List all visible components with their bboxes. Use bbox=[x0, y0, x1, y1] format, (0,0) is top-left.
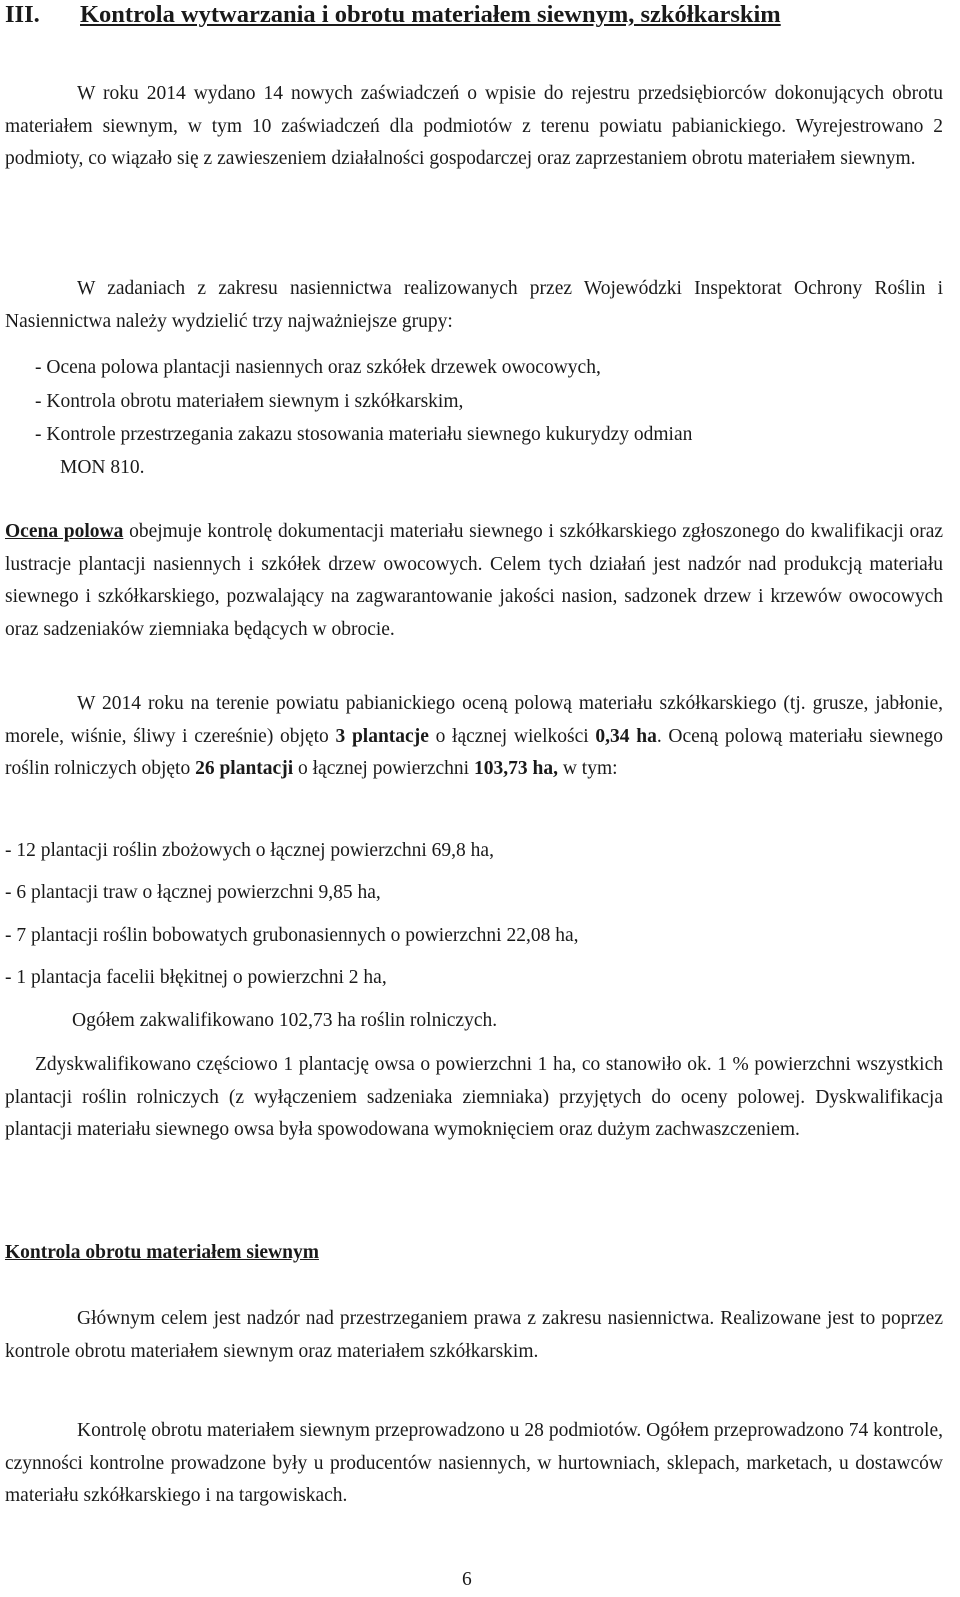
page-number: 6 bbox=[462, 1569, 472, 1590]
paragraph-trade-goal: Głównym celem jest nadzór nad przestrzeganiem prawa z zakresu nasiennictwa. Realizowane jest to poprzez kontrole obrotu materiałem siewnym oraz materiałem szkółkarskim. bbox=[5, 1308, 943, 1362]
stats-text-3: . Oceną polową materiału siewnego roślin rolniczych objęto bbox=[5, 725, 944, 779]
list-item-field-assessment: - Ocena polowa plantacji nasiennych oraz szkółek drzewek owocowych, bbox=[35, 357, 601, 378]
section-title-text: Kontrola wytwarzania i obrotu materiałem siewnym, szkółkarskim bbox=[80, 1, 781, 28]
stats-text-4: o łącznej powierzchni bbox=[293, 758, 474, 779]
list-item-cereals: - 12 plantacji roślin zbożowych o łącznej powierzchni 69,8 ha, bbox=[5, 840, 494, 861]
paragraph-trade-inspections: Kontrolę obrotu materiałem siewnym przeprowadzono u 28 podmiotów. Ogółem przeprowadzono 74 kontrole, czynności kontrolne prowadzone były u producentów nasiennych, w hurtowniach, sklepach, marketach, u dostawców materiału szkółkarskiego i na targowiskach. bbox=[5, 1420, 943, 1506]
stats-plantation-area: 103,73 ha, bbox=[473, 758, 558, 779]
term-field-assessment: Ocena polowa bbox=[5, 521, 124, 542]
field-assessment-description: obejmuje kontrolę dokumentacji materiału siewnego i szkółkarskiego zgłoszonego do kwalifikacji oraz lustracje plantacji nasiennych i szkółek drzew owocowych. Celem tych działań jest nadzór nad produkcją materiału siewnego i szkółkarskiego, pozwalający na zagwarantowanie jakości nasion, sadzonek drzew i krzewów owocowych oraz sadzeniaków ziemniaka będących w obrocie. bbox=[5, 521, 944, 640]
stats-text-2: o łącznej wielkości bbox=[428, 725, 596, 747]
subheading-trade-control: Kontrola obrotu materiałem siewnym bbox=[5, 1242, 319, 1263]
list-item-mon810-continuation: MON 810. bbox=[60, 457, 145, 478]
stats-text-1: W 2014 roku na terenie powiatu pabianickiego oceną polową materiału szkółkarskiego (tj. grusze, jabłonie, morele, wiśnie, śliwy i czereśnie) objęto bbox=[5, 693, 943, 747]
section-number: III. bbox=[5, 1, 40, 28]
list-item-grasses: - 6 plantacji traw o łącznej powierzchni 9,85 ha, bbox=[5, 882, 381, 903]
list-item-trade-control: - Kontrola obrotu materiałem siewnym i szkółkarskim, bbox=[35, 391, 464, 412]
list-item-phacelia: - 1 plantacja facelii błękitnej o powierzchni 2 ha, bbox=[5, 967, 387, 988]
list-item-mon810-control: - Kontrole przestrzegania zakazu stosowania materiału siewnego kukurydzy odmian bbox=[35, 424, 693, 445]
list-item-legumes: - 7 plantacji roślin bobowatych grubonasiennych o powierzchni 22,08 ha, bbox=[5, 925, 579, 946]
stats-nursery-count: 3 plantacje bbox=[335, 725, 429, 747]
paragraph-2014-stats bbox=[5, 688, 943, 786]
stats-text-5: w tym: bbox=[557, 758, 618, 779]
stats-plantation-count: 26 plantacji bbox=[195, 758, 294, 779]
stats-nursery-area: 0,34 ha bbox=[595, 725, 657, 747]
paragraph-field-assessment bbox=[5, 516, 943, 646]
section-title bbox=[5, 0, 781, 30]
paragraph-tasks-intro: W zadaniach z zakresu nasiennictwa realizowanych przez Wojewódzki Inspektorat Ochrony Roślin i Nasiennictwa należy wydzielić trzy najważniejsze grupy: bbox=[5, 278, 943, 332]
paragraph-registrations: W roku 2014 wydano 14 nowych zaświadczeń o wpisie do rejestru przedsiębiorców dokonujących obrotu materiałem siewnym, w tym 10 zaświadczeń dla podmiotów z terenu powiatu pabianickiego. Wyrejestrowano 2 podmioty, co wiązało się z zawieszeniem działalności gospodarczej oraz zaprzestaniem obrotu materiałem siewnym. bbox=[5, 83, 943, 169]
total-qualified: Ogółem zakwalifikowano 102,73 ha roślin rolniczych. bbox=[72, 1010, 498, 1031]
paragraph-disqualification: Zdyskwalifikowano częściowo 1 plantację owsa o powierzchni 1 ha, co stanowiło ok. 1 % powierzchni wszystkich plantacji roślin rolniczych (z wyłączeniem sadzeniaka ziemniaka) przyjętych do oceny polowej. Dyskwalifikacja plantacji materiału siewnego owsa była spowodowana wymoknięciem oraz dużym zachwaszczeniem. bbox=[5, 1054, 943, 1140]
